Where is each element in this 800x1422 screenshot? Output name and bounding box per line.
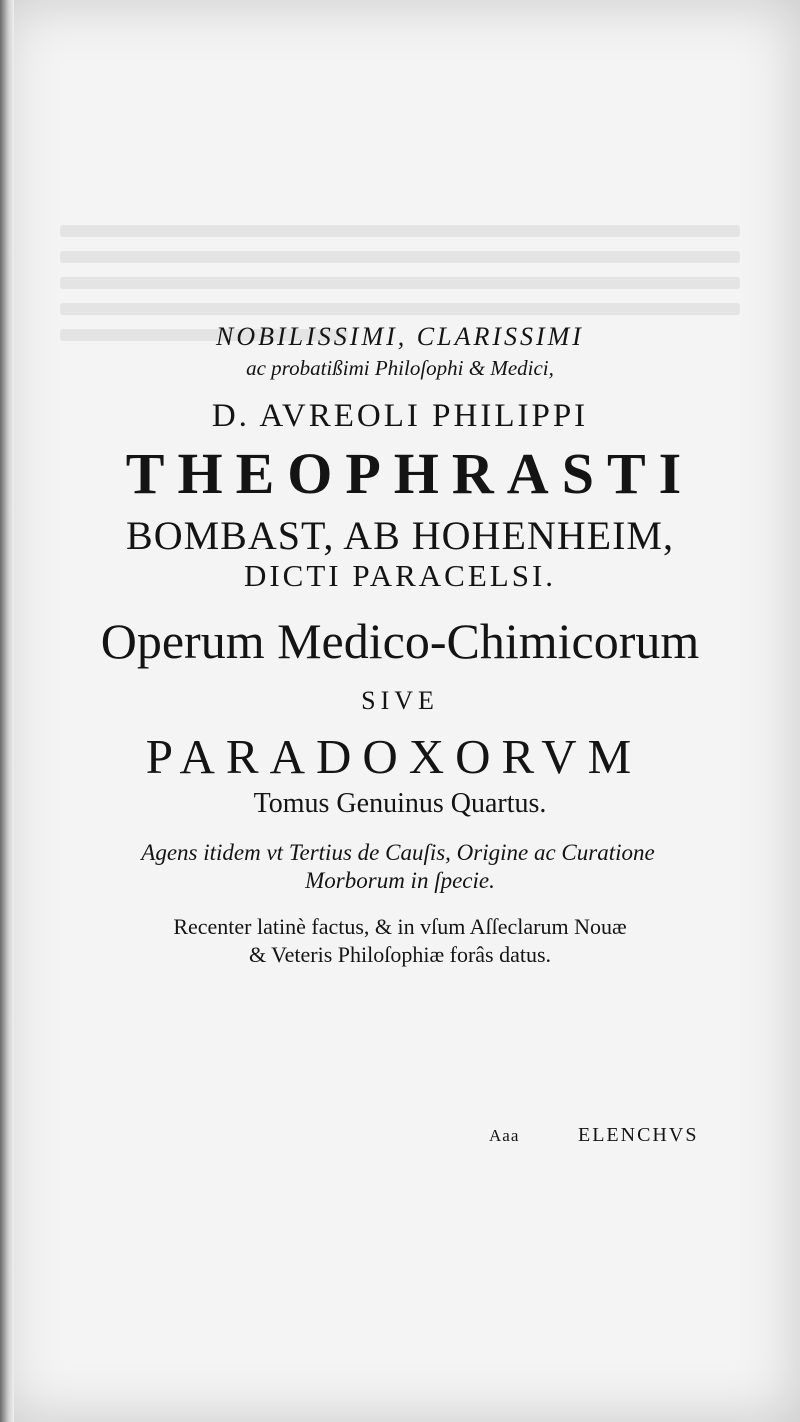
- subheading-philosophi: ac probatißimi Philoſophi & Medici,: [246, 356, 554, 380]
- catchword: ELENCHVS: [578, 1124, 699, 1146]
- conjunction-sive: SIVE: [361, 686, 439, 715]
- author-forename: D. AVREOLI PHILIPPI: [211, 398, 589, 434]
- work-title-paradoxorum: PARADOXORVM: [145, 729, 643, 784]
- description-line-1: Agens itidem vt Tertius de Cauſis, Origine ac Curatione: [141, 840, 655, 865]
- description-line-2: Morborum in ſpecie.: [305, 868, 495, 893]
- author-name-theophrasti: THEOPHRASTI: [125, 441, 695, 506]
- heading-nobilissimi: NOBILISSIMI, CLARISSIMI: [216, 322, 584, 351]
- volume-designation: Tomus Genuinus Quartus.: [253, 788, 547, 819]
- imprint-note-line-1: Recenter latinè factus, & in vſum Aſſeclarum Nouæ: [173, 914, 627, 939]
- work-title: Operum Medico-Chimicorum: [100, 613, 700, 669]
- signature-mark: Aaa: [489, 1126, 520, 1145]
- imprint-note-line-2: & Veteris Philoſophiæ forâs datus.: [248, 942, 552, 967]
- author-epithet: DICTI PARACELSI.: [243, 558, 557, 593]
- author-surname: BOMBAST, AB HOHENHEIM,: [126, 513, 674, 558]
